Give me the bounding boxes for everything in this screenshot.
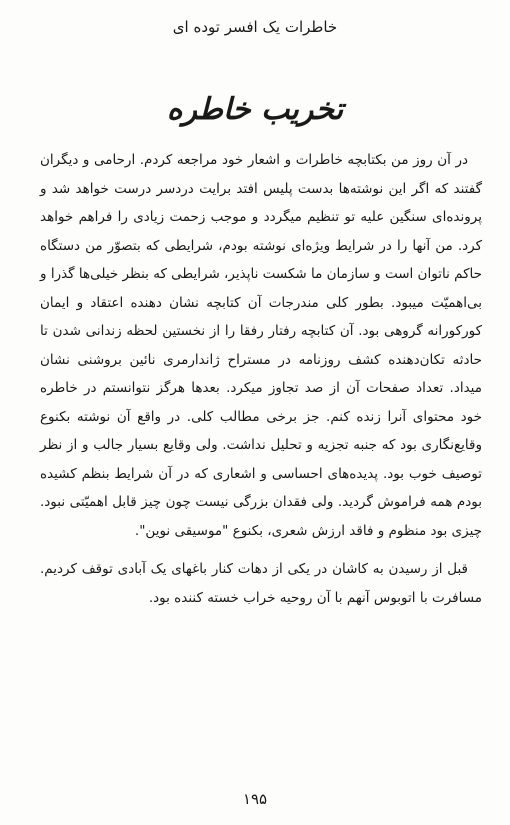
chapter-title: تخریب خاطره (166, 92, 344, 127)
body-text (40, 146, 482, 612)
paragraph: در آن روز من بکتابچه خاطرات و اشعار خود مراجعه کردم. ارحامی و دیگران گفتند که اگر این نوشته‌ها بدست پلیس افتد برایت دردسر درست خواهد شد و پرونده‌ای سنگین علیه تو تنظیم میگردد و موجب زحمت زیادی را فراهم خواهد کرد. من آنها را در شرایط ویژه‌ای نوشته بودم، شرایطی که بتصوّر من دستگاه حاکم ناتوان است و سازمان ما شکست ناپذیر، شرایطی که بنظر خیلی‌ها گذرا و بی‌اهمیّت میبود. بطور کلی مندرجات آن کتابچه نشان دهنده اعتقاد و ایمان کورکورانه گروهی بود. آن کتابچه رفتار رفقا را از نخستین لحظه زندانی شدن تا حادثه تکان‌دهنده کشف روزنامه در مستراح ژاندارمری نائین بروشنی نشان میداد. تعداد صفحات آن از صد تجاوز میکرد. بعدها هرگز نتوانستم در خاطره خود محتوای آنرا زنده کنم. جز برخی مطالب کلی. در واقع آن نوشته بکنوع وقایع‌نگاری بود که جنبه تجزیه و تحلیل نداشت. ولی وقایع بسیار جالب و از نظر توصیف خوب بود. پدیده‌های احساسی و اشعاری که در آن شرایط بنظم کشیده بودم همه فراموش گردید. ولی فقدان بزرگی نیست چون چیز قابل اهمیّتی نبود. چیزی بود منظوم و فاقد ارزش شعری، بکنوع "موسیقی نوین". (40, 152, 482, 539)
running-header: خاطرات یک افسر توده ای (172, 18, 338, 36)
paragraph: قبل از رسیدن به کاشان در یکی از دهات کنار باغهای یک آبادی توقف کردیم. مسافرت با اتوبوس آنهم با آن روحیه خراب خسته کننده بود. (40, 561, 482, 606)
page-number: ۱۹۵ (242, 790, 268, 808)
